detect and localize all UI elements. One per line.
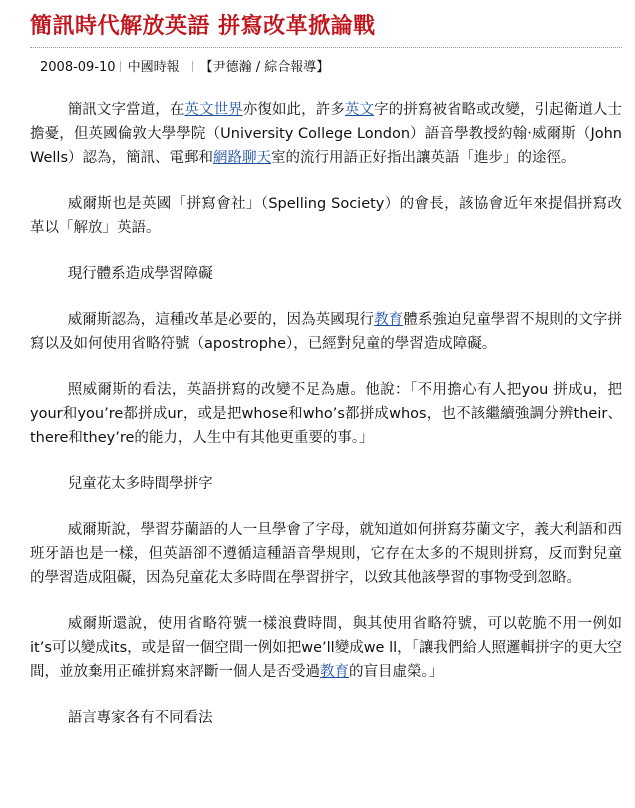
article-paragraph xyxy=(30,612,622,684)
news-source: 中國時報 xyxy=(127,60,180,75)
paragraph-text: 現行體系造成學習障礙 xyxy=(67,266,213,282)
paragraph-text: 兒童花太多時間學拼字 xyxy=(67,476,213,492)
paragraph-text: 威爾斯也是英國「拼寫會社」（Spelling Society）的會長，該協會近年來提倡拼寫改革以「解放」英語。 xyxy=(30,196,622,236)
section-subheading xyxy=(30,472,622,496)
paragraph-text: 體系強迫兒童學習不規則的文字拼寫以及如何使用省略符號（apostrophe），已經對兒童的學習造成障礙。 xyxy=(30,312,623,352)
paragraph-text: 的盲目虛榮。」 xyxy=(349,664,444,680)
section-subheading xyxy=(30,706,622,730)
paragraph-text: 威爾斯認為，這種改革是必要的，因為英國現行 xyxy=(67,312,375,328)
meta-separator xyxy=(120,61,121,72)
section-subheading xyxy=(30,262,622,286)
keyword-link[interactable]: 教育 xyxy=(374,312,404,328)
keyword-link[interactable]: 教育 xyxy=(320,664,349,680)
article-paragraph xyxy=(30,192,622,240)
article-body xyxy=(30,98,622,752)
headline-divider xyxy=(30,47,622,48)
byline: 【尹德瀚 / 綜合報導】 xyxy=(199,60,330,75)
article-paragraph xyxy=(30,98,622,170)
paragraph-text: 照威爾斯的看法，英語拼寫的改變不足為慮。他說：「不用擔心有人把you 拼成u，把your和you’re都拼成ur，或是把whose和who’s都拼成whos，也不該繼續強調分辨their、there和they’re的能力，人生中有其他更重要的事。」 xyxy=(30,382,622,446)
paragraph-text: 威爾斯說，學習芬蘭語的人一旦學會了字母，就知道如何拼寫芬蘭文字，義大利語和西班牙語也是一樣，但英語卻不遵循這種語音學規則，它存在太多的不規則拼寫，反而對兒童的學習造成阻礙，因為兒童花太多時間在學習拼字，以致其他該學習的事物受到忽略。 xyxy=(30,522,622,586)
paragraph-text: 簡訊文字當道，在 xyxy=(67,102,185,118)
paragraph-text: 亦復如此，許多 xyxy=(242,102,345,118)
article-paragraph xyxy=(30,378,622,450)
article-meta xyxy=(40,56,329,75)
article-paragraph xyxy=(30,518,622,590)
paragraph-text: 威爾斯還說，使用省略符號一樣浪費時間，與其使用省略符號，可以乾脆不用一例如it’s可以變成its，或是留一個空間一例如把we’ll變成we ll，「讓我們給人照邏輯拼字的更大空間，並放棄用正確拼寫來評斷一個人是否受過 xyxy=(30,616,622,680)
headline: 簡訊時代解放英語 拼寫改革掀論戰 xyxy=(30,14,376,39)
paragraph-text: 語言專家各有不同看法 xyxy=(67,710,213,726)
article-paragraph xyxy=(30,308,622,356)
paragraph-text: 字的拼寫被省略或改變，引起衛道人士擔憂，但英國倫敦大學學院（University College London）語音學教授約翰‧威爾斯（John Wells）認為，簡訊、電郵和 xyxy=(30,102,623,166)
keyword-link[interactable]: 英文 xyxy=(344,102,375,118)
paragraph-text: 室的流行用語正好指出讓英語「進步」的途徑。 xyxy=(271,150,576,166)
meta-separator xyxy=(192,61,193,72)
keyword-link[interactable]: 網路聊天 xyxy=(213,150,272,166)
keyword-link[interactable]: 英文世界 xyxy=(184,102,243,118)
publish-date: 2008-09-10 xyxy=(40,60,116,75)
